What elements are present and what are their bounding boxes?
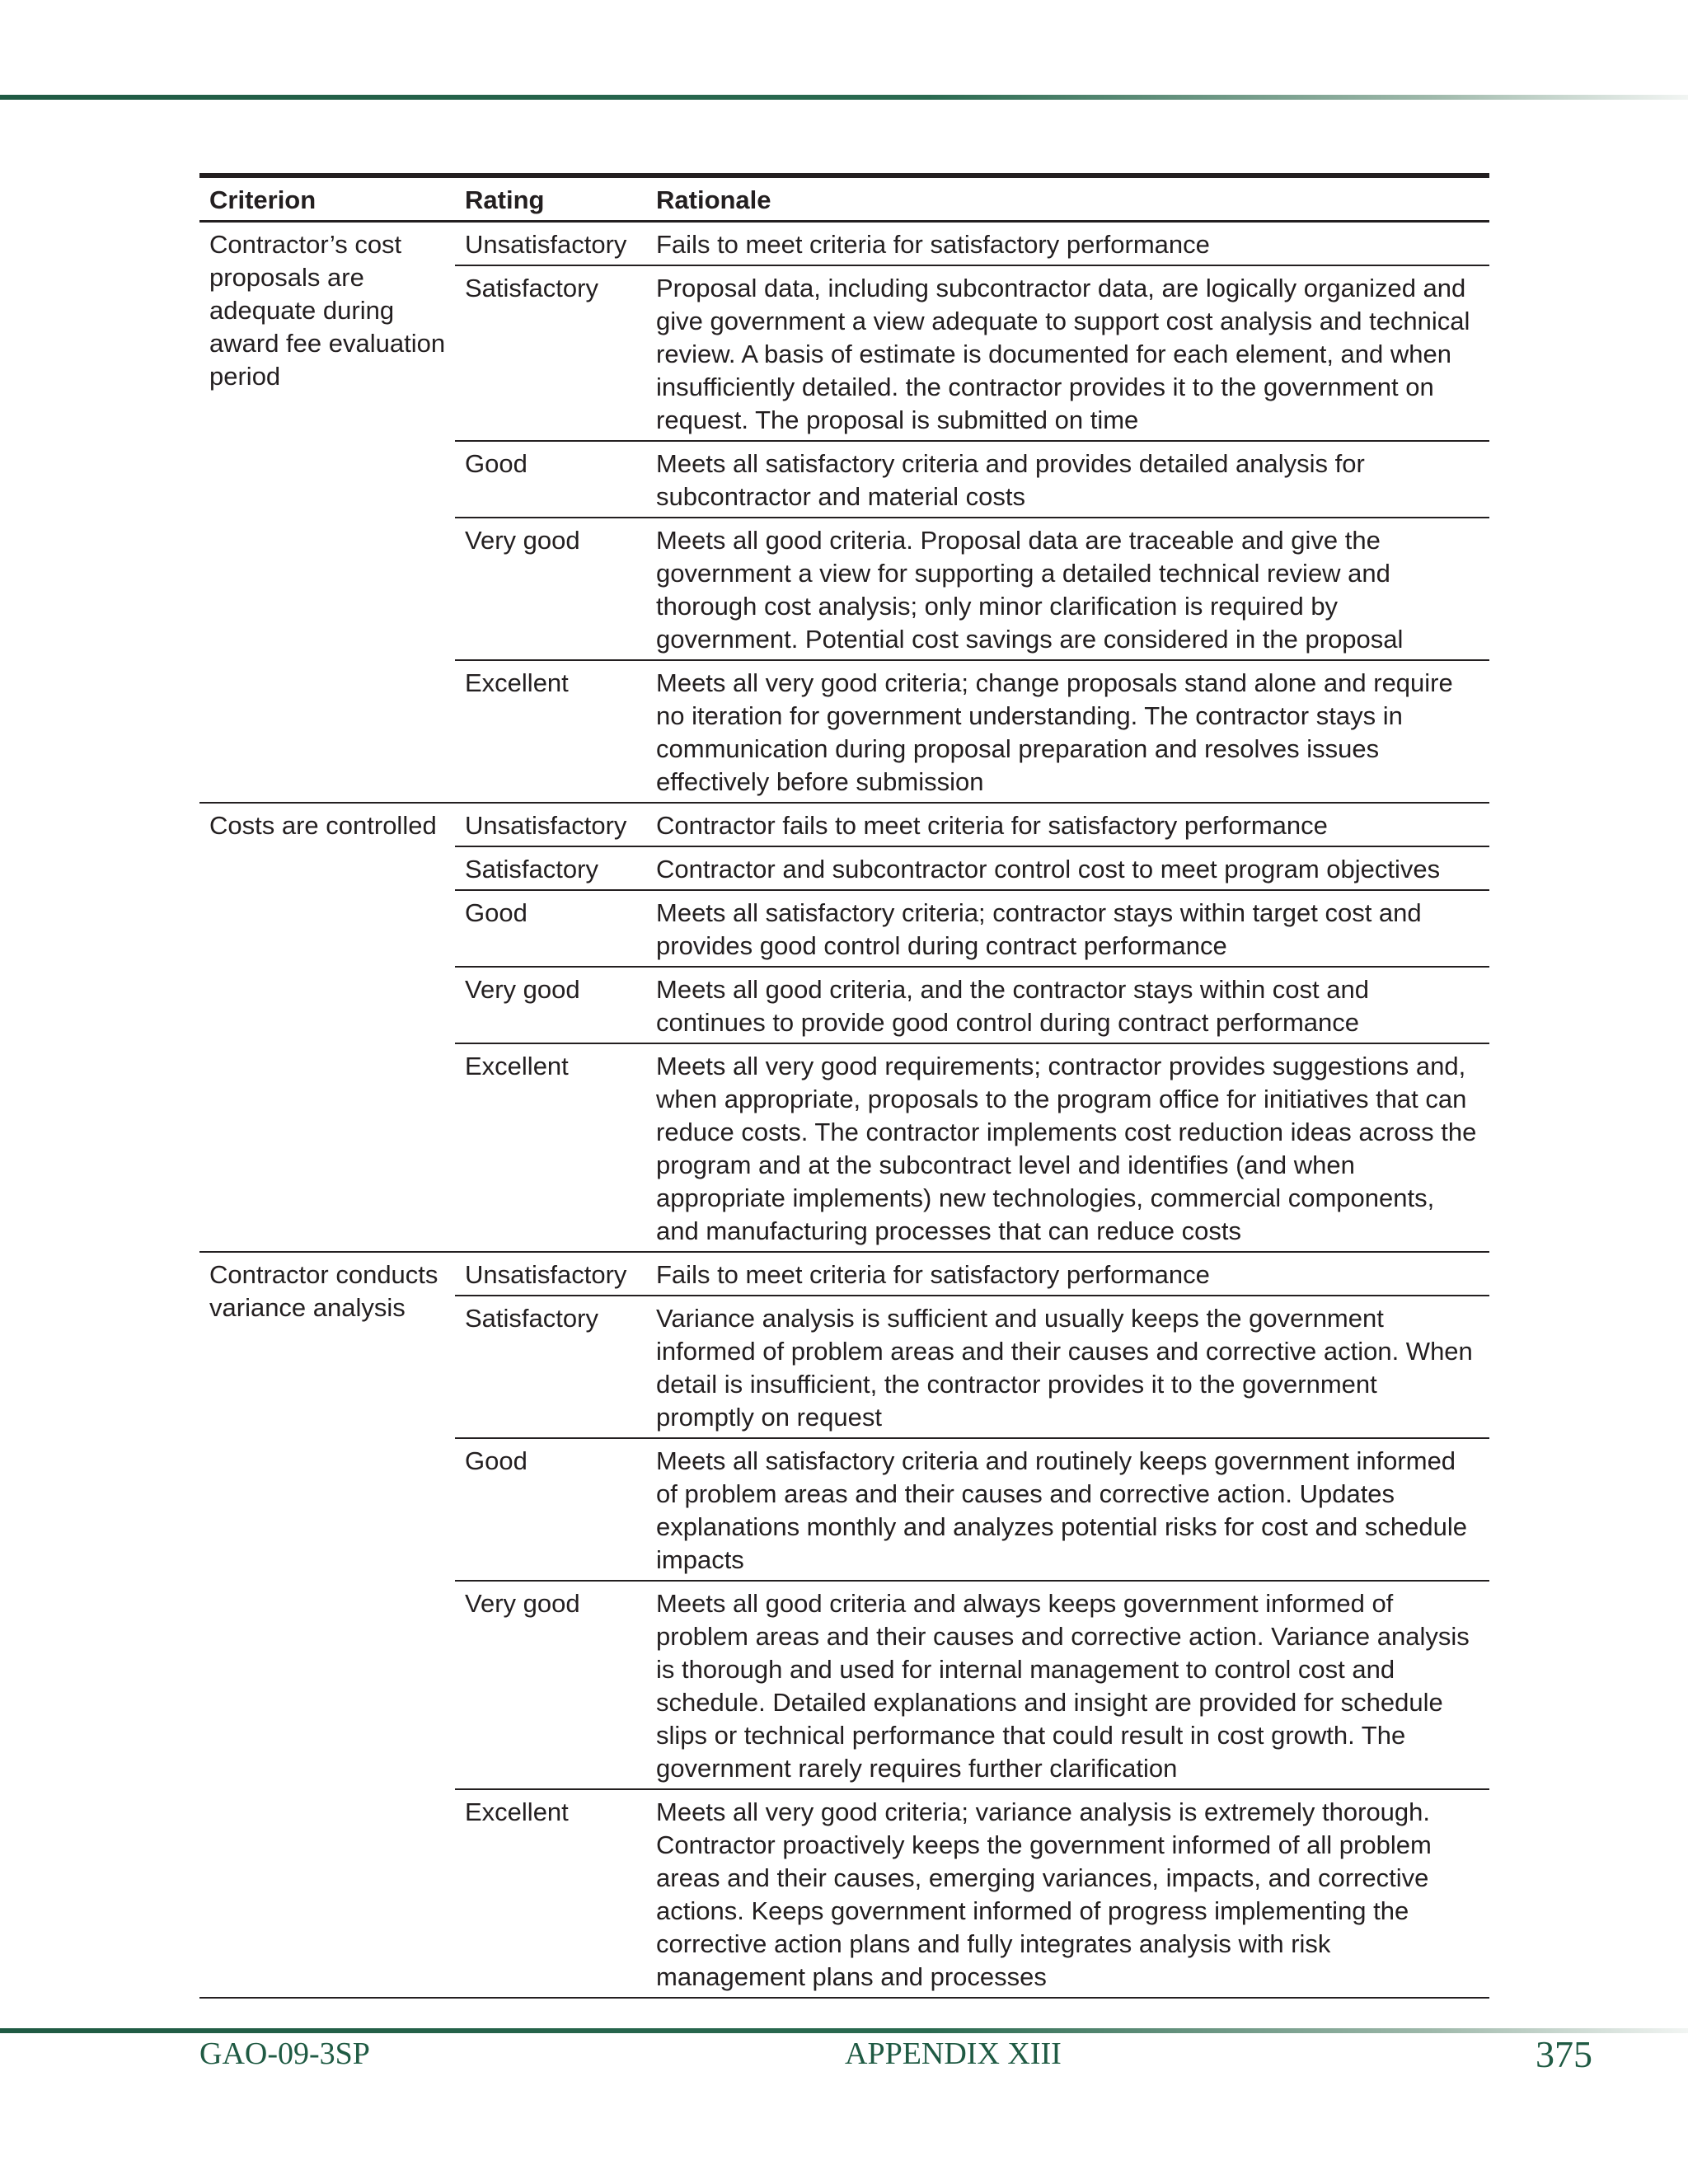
- rating-cell: Excellent: [455, 660, 646, 803]
- rationale-cell: Meets all very good criteria; variance analysis is extremely thorough. Contractor proactively keeps the government informed of all problem areas and their causes, emerging variances, impacts, and corrective actions. Keeps government informed of progress implementing the corrective action plans and fully integrates analysis with risk management plans and processes: [646, 1789, 1489, 1998]
- rationale-cell: Meets all very good criteria; change proposals stand alone and require no iteration for government understanding. The contractor stays in communication during proposal preparation and resolves issues effectively before submission: [646, 660, 1489, 803]
- rating-cell: Very good: [455, 1581, 646, 1789]
- rationale-cell: Fails to meet criteria for satisfactory performance: [646, 222, 1489, 266]
- table-row: [199, 1252, 1489, 1296]
- rationale-cell: Meets all very good requirements; contractor provides suggestions and, when appropriate, proposals to the program office for initiatives that can reduce costs. The contractor implements cost reduction ideas across the program and at the subcontract level and identifies (and when appropriate implements) new technologies, commercial components, and manufacturing processes that can reduce costs: [646, 1043, 1489, 1252]
- footer-doc-id: GAO-09-3SP: [199, 2036, 370, 2071]
- rating-cell: Unsatisfactory: [455, 1252, 646, 1296]
- header-rationale: Rationale: [656, 185, 771, 214]
- criterion-cell: Contractor’s cost proposals are adequate during award fee evaluation period: [199, 222, 455, 804]
- header-criterion: Criterion: [209, 185, 316, 214]
- rating-cell: Good: [455, 441, 646, 518]
- rating-cell: Excellent: [455, 1789, 646, 1998]
- rating-cell: Unsatisfactory: [455, 222, 646, 266]
- header-rating: Rating: [465, 185, 545, 214]
- rationale-cell: Meets all satisfactory criteria and routinely keeps government informed of problem areas and their causes and corrective action. Updates explanations monthly and analyzes potential risks for cost and schedule impacts: [646, 1438, 1489, 1581]
- rating-cell: Good: [455, 1438, 646, 1581]
- rationale-cell: Meets all good criteria and always keeps government informed of problem areas and their causes and corrective action. Variance analysis is thorough and used for internal management to control cost and schedule. Detailed explanations and insight are provided for schedule slips or technical performance that could result in cost growth. The government rarely requires further clarification: [646, 1581, 1489, 1789]
- page-number: 375: [1536, 2033, 1592, 2075]
- rationale-cell: Meets all good criteria, and the contractor stays within cost and continues to provide good control during contract performance: [646, 967, 1489, 1043]
- criterion-cell: Costs are controlled: [199, 803, 455, 1252]
- criterion-cell: Contractor conducts variance analysis: [199, 1252, 455, 1998]
- rationale-cell: Contractor fails to meet criteria for satisfactory performance: [646, 803, 1489, 846]
- rating-cell: Very good: [455, 967, 646, 1043]
- rating-cell: Satisfactory: [455, 846, 646, 890]
- rating-cell: Unsatisfactory: [455, 803, 646, 846]
- bottom-rule: [0, 2028, 1688, 2033]
- table-row: [199, 803, 1489, 846]
- rating-cell: Satisfactory: [455, 265, 646, 441]
- rationale-cell: Contractor and subcontractor control cost to meet program objectives: [646, 846, 1489, 890]
- table-header-row: [199, 176, 1489, 222]
- rationale-cell: Meets all satisfactory criteria; contractor stays within target cost and provides good control during contract performance: [646, 890, 1489, 967]
- rationale-cell: Proposal data, including subcontractor data, are logically organized and give government a view adequate to support cost analysis and technical review. A basis of estimate is documented for each element, and when insufficiently detailed. the contractor provides it to the government on request. The proposal is submitted on time: [646, 265, 1489, 441]
- rating-cell: Excellent: [455, 1043, 646, 1252]
- rationale-cell: Fails to meet criteria for satisfactory performance: [646, 1252, 1489, 1296]
- rationale-cell: Meets all good criteria. Proposal data are traceable and give the government a view for supporting a detailed technical review and thorough cost analysis; only minor clarification is required by government. Potential cost savings are considered in the proposal: [646, 518, 1489, 660]
- criteria-table: [199, 173, 1489, 1999]
- rating-cell: Satisfactory: [455, 1296, 646, 1438]
- footer-section: APPENDIX XIII: [845, 2036, 1062, 2071]
- rationale-cell: Meets all satisfactory criteria and provides detailed analysis for subcontractor and material costs: [646, 441, 1489, 518]
- rating-cell: Good: [455, 890, 646, 967]
- table-row: [199, 222, 1489, 266]
- rationale-cell: Variance analysis is sufficient and usually keeps the government informed of problem areas and their causes and corrective action. When detail is insufficient, the contractor provides it to the government promptly on request: [646, 1296, 1489, 1438]
- rating-cell: Very good: [455, 518, 646, 660]
- top-rule: [0, 95, 1688, 100]
